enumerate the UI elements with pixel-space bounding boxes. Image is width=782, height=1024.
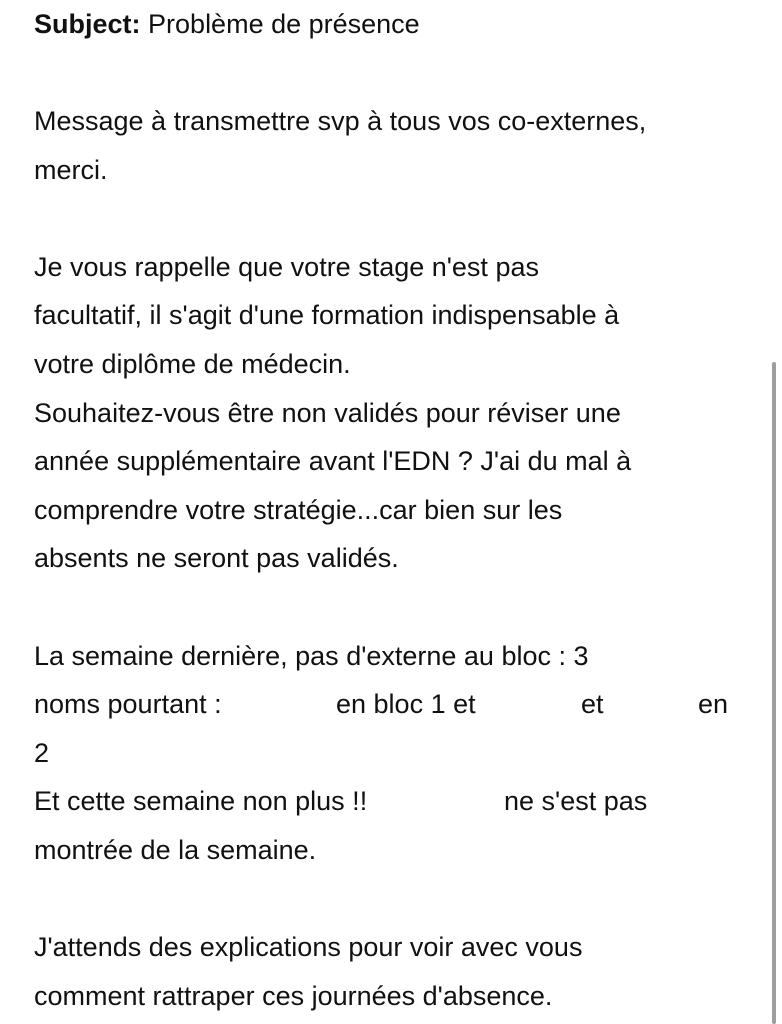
body-line-cette (34, 777, 754, 826)
line-segment: en (698, 689, 729, 720)
body-line (34, 875, 754, 924)
line-segment: Et cette semaine non plus !! (34, 786, 368, 817)
body-line: Je vous rappelle que votre stage n'est pas (34, 251, 539, 282)
body-line: facultatif, il s'agit d'une formation indispensable à (34, 300, 620, 331)
body-line: votre diplôme de médecin. (34, 348, 351, 379)
body-line: absents ne seront pas validés. (34, 543, 399, 574)
line-segment: noms pourtant : (34, 689, 222, 720)
body-line: Souhaitez-vous être non validés pour réviser une (34, 397, 621, 428)
subject-line (34, 6, 420, 42)
body-line: montrée de la semaine. (34, 834, 317, 865)
body-line (34, 194, 754, 243)
email-body (34, 97, 754, 1020)
body-line: comprendre votre stratégie...car bien sur les (34, 494, 563, 525)
body-line: La semaine dernière, pas d'externe au bloc : 3 (34, 640, 589, 671)
body-line: J'attends des explications pour voir avec vous (34, 932, 583, 963)
line-segment: et (581, 689, 604, 720)
line-segment: en bloc 1 et (336, 689, 476, 720)
line-segment: ne s'est pas (504, 786, 648, 817)
body-line: comment rattraper ces journées d'absence. (34, 980, 553, 1011)
body-line: Message à transmettre svp à tous vos co-externes, (34, 106, 647, 136)
body-line: année supplémentaire avant l'EDN ? J'ai du mal à (34, 446, 632, 477)
body-line: merci. (34, 154, 108, 185)
body-line-names (34, 680, 754, 729)
body-line (34, 583, 754, 632)
subject-text: Problème de présence (148, 9, 420, 39)
vertical-scrollbar[interactable] (772, 362, 776, 1024)
body-line: 2 (34, 737, 50, 768)
subject-label: Subject: (34, 9, 141, 39)
